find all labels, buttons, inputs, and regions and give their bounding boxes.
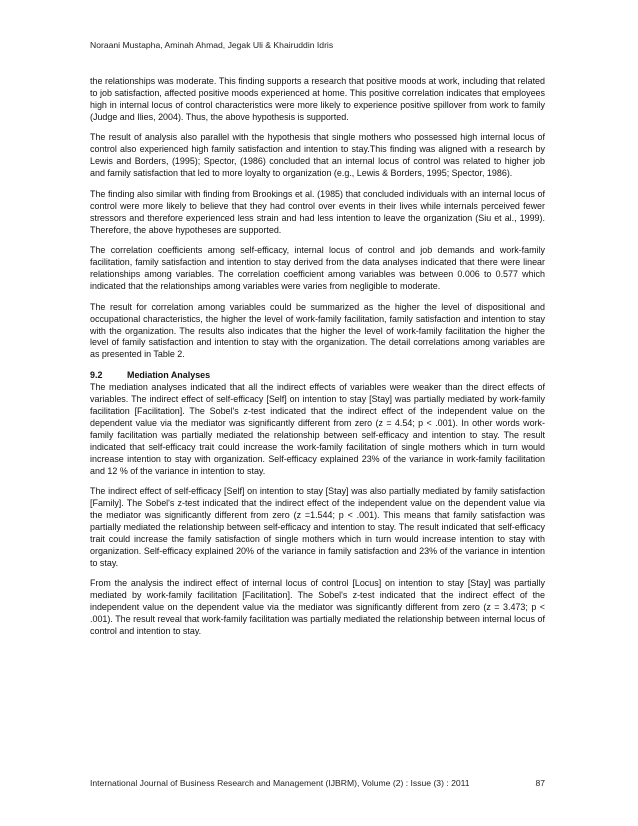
page [90,0,545,826]
running-head-authors: Noraani Mustapha, Aminah Ahmad, Jegak Uli & Khairuddin Idris [90,40,334,50]
section-heading [90,370,545,382]
paragraph: The finding also similar with finding from Brookings et al. (1985) that concluded individuals with an internal locus of control were more likely to believe that they had control over events in their lives while internals perceived fewer stressors and therefore experienced less strain and had less intention to leave the organization (Siu et al., 1999). Therefore, the above hypotheses are supported. [90,188,545,235]
page-footer [90,778,545,788]
footer-journal: International Journal of Business Research and Management (IJBRM), Volume (2) : Issue (3) : 2011 [90,778,470,788]
paragraph: The mediation analyses indicated that all the indirect effects of variables were weaker than the direct effects of variables. The indirect effect of self-efficacy [Self] on intention to stay [Stay] was partially mediated by work-family facilitation [Facilitation]. The Sobel's z-test indicated that the indirect effect of the independent value on the dependent value via the mediator was significantly different from zero (z = 4.54; p < .001). In other words work-family facilitation was partially mediated the relationship between self-efficacy and intention to stay. The result indicated that self-efficacy trait could increase the work-family facilitation of single mothers which in turn would increase intention to stay with organization. Self-efficacy explained 23% of the variance in work-family facilitation and 12 % of the variance in intention to stay. [90,381,545,476]
body-text [90,76,545,647]
section-title: Mediation Analyses [127,369,211,380]
paragraph: The correlation coefficients among self-efficacy, internal locus of control and job demands and work-family facilitation, family satisfaction and intention to stay derived from the data analyses indicated that there were linear relationships among variables. The correlation coefficient among variables was between 0.006 to 0.577 which indicated that the relationships among variables were varies from negligible to moderate. [90,245,545,292]
page-number: 87 [535,778,545,788]
paragraph: From the analysis the indirect effect of internal locus of control [Locus] on intention to stay [Stay] was partially mediated by work-family facilitation [Facilitation]. The Sobel's z-test indicated that the indirect effect of the independent value on the dependent value via the mediator was significantly different from zero (z = 3.473; p < .001). The result reveal that work-family facilitation was partially mediated the relationship between internal locus of control and intention to stay. [90,578,545,637]
paragraph: the relationships was moderate. This finding supports a research that positive moods at work, including that related to job satisfaction, affected positive moods experienced at home. This positive correlation indicates that employees high in internal locus of control characteristics were more likely to experience positive spillover from work to family (Judge and Ilies, 2004). Thus, the above hypothesis is supported. [90,76,545,122]
paragraph: The indirect effect of self-efficacy [Self] on intention to stay [Stay] was also partially mediated by family satisfaction [Family]. The Sobel's z-test indicated that the indirect effect of the independent value on the dependent value via the mediator was significantly different from zero (z =1.544; p < .001). This means that family satisfaction was partially mediated the relationship between self-efficacy and intention to stay. The result indicated that self-efficacy trait could increase the family satisfaction of single mothers which in turn would increase intention to stay with organization. Self-efficacy explained 20% of the variance in family satisfaction and 23% of the variance in intention to stay. [90,486,545,568]
paragraph: The result of analysis also parallel with the hypothesis that single mothers who possessed high internal locus of control also experienced high family satisfaction and intention to stay.This finding was aligned with a research by Lewis and Borders, (1995); Spector, (1986) concluded that an internal locus of control was related to higher job and family satisfaction that led to more loyalty to organization (e.g., Lewis & Borders, 1995; Spector, 1986). [90,132,545,179]
paragraph: The result for correlation among variables could be summarized as the higher the level of dispositional and occupational characteristics, the higher the level of work-family facilitation, family satisfaction and intention to stay with the organization. The results also indicates that the higher the level of work-family facilitation the higher the level of family satisfaction and intention to stay with the organization. The detail correlations among variables are as presented in Table 2. [90,301,545,360]
section-number: 9.2 [90,369,103,380]
